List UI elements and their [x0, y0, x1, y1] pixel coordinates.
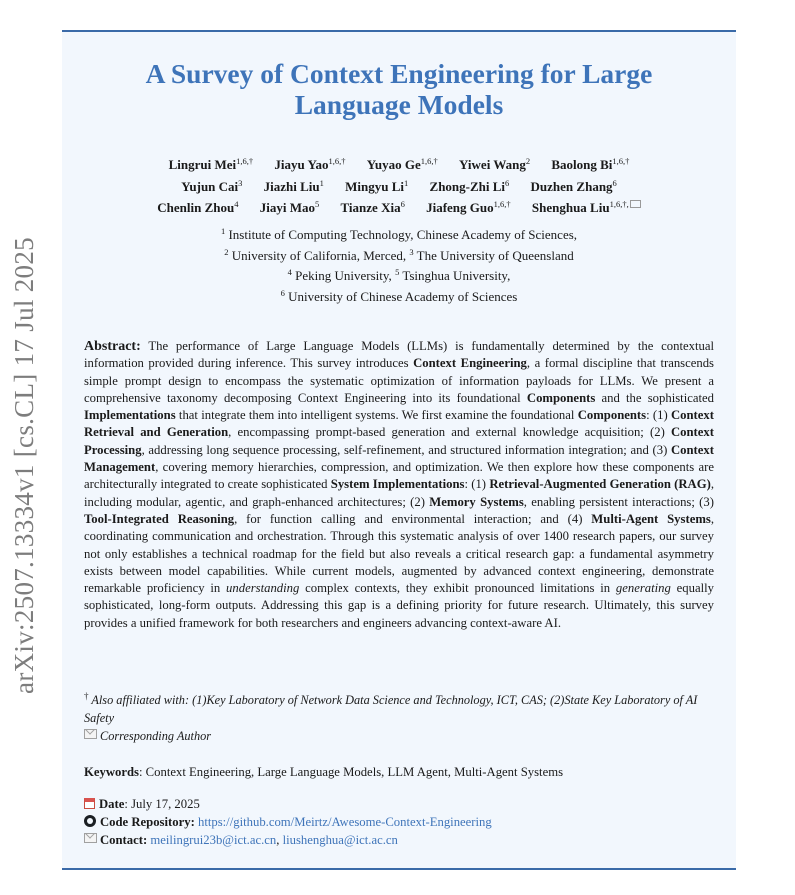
- email-link[interactable]: liushenghua@ict.ac.cn: [282, 833, 398, 847]
- affiliation-line: $^4$ Peking University, $^5$ Tsinghua University,: [287, 267, 511, 283]
- repo-row: Code Repository: https://github.com/Meirtz/Awesome-Context-Engineering: [84, 813, 714, 831]
- author: Jiayu Yao$^{1,6,\dagger}$: [274, 156, 346, 172]
- author: Tianze Xia$^6$: [340, 199, 405, 215]
- keywords-label: Keywords: [84, 765, 139, 779]
- calendar-icon: [84, 798, 95, 809]
- author: Zhong-Zhi Li$^6$: [429, 177, 510, 194]
- author: Baolong $Bi^{1,6,\dagger}$: [551, 156, 630, 172]
- abstract: Abstract: The performance of Large Language Models (LLMs) is fundamentally determined by the contextual information provided during inference. This survey introduces Context Engineering, a formal discipline that transcends simple prompt design to encompass the systematic optimization of information payloads for LLMs. We present a comprehensive taxonomy decomposing Context Engineering into its foundational Components and the sophisticated Implementations that integrate them into intelligent systems. We first examine the foundational Components: (1) Context Retrieval and Generation, encompassing prompt-based generation and external knowledge acquisition; (2) Context Processing, addressing long sequence processing, self-refinement, and structured information integration; and (3) Context Management, covering memory hierarchies, compression, and optimization. We then explore how these components are architecturally integrated to create sophisticated System Implementations: (1) Retrieval-Augmented Generation (RAG), including modular, agentic, and graph-enhanced architectures; (2) Memory Systems, enabling persistent interactions; (3) Tool-Integrated Reasoning, for function calling and environmental interaction; and (4) Multi-Agent Systems, coordinating communication and orchestration. Through this systematic analysis of over 1400 research papers, our survey not only establishes a technical roadmap for the field but also reveals a critical research gap: a fundamental asymmetry exists between model capabilities. While current models, augmented by advanced context engineering, demonstrate remarkable proficiency in understanding complex contexts, they exhibit pronounced limitations in generating equally sophisticated, long-form outputs. Addressing this gap is a defining priority for future research. Ultimately, this survey provides a unified framework for both researchers and engineers advancing context-aware AI.: [84, 339, 714, 630]
- author: Shenghua Liu$^{1,6,\dagger,}$: [532, 200, 641, 215]
- envelope-icon: [84, 833, 97, 843]
- footnotes: [84, 691, 714, 745]
- affiliation-footnote: † Also affiliated with: (1)Key Laboratory of Network Data Science and Technology, ICT, CAS; (2)State Key Laboratory of AI Safety: [84, 691, 698, 725]
- paper-title: A Survey of Context Engineering for Large Language Models: [145, 58, 653, 120]
- author-list: [92, 154, 706, 219]
- author: Jiayi Mao$^5$: [259, 199, 320, 215]
- author: Jiafeng Guo$^{1,6,\dagger}$: [426, 199, 511, 215]
- author: Duzhen Zhang$^6$: [530, 177, 617, 194]
- affiliation-list: [92, 225, 706, 307]
- author: Jiazhi Liu$^1$: [263, 177, 324, 194]
- corresponding-footnote: Corresponding Author: [84, 727, 714, 745]
- author: Lingrui Mei$^{1,6,\dagger}$: [168, 156, 254, 172]
- author: Chenlin Zhou$^4$: [157, 199, 239, 215]
- affiliation-line: $^1$ Institute of Computing Technology, Chinese Academy of Sciences,: [220, 226, 578, 242]
- author: Mingyu Li$^1$: [345, 177, 409, 194]
- title-page-panel: [62, 30, 736, 870]
- repo-link[interactable]: https://github.com/Meirtz/Awesome-Context-Engineering: [197, 815, 492, 829]
- envelope-icon: [84, 729, 97, 739]
- keywords: Keywords: Context Engineering, Large Language Models, LLM Agent, Multi-Agent Systems: [84, 765, 564, 779]
- paper-meta: [84, 795, 714, 849]
- github-icon: [84, 815, 96, 827]
- affiliation-line: $^6$ University of Chinese Academy of Sciences: [280, 287, 518, 304]
- date-row: Date: July 17, 2025: [84, 795, 714, 813]
- email-link[interactable]: meilingrui23b@ict.ac.cn: [150, 833, 277, 847]
- author: Yuyao $Ge^{1,6,\dagger}$: [366, 156, 438, 172]
- author: Yiwei Wang$^2$: [459, 156, 531, 172]
- affiliation-line: $^2$ University of California, Merced, $^3$ The University of Queensland: [224, 246, 574, 263]
- abstract-label: Abstract:: [84, 339, 141, 354]
- author: Yujun Cai$^3$: [181, 177, 243, 194]
- arxiv-identifier-text: arXiv:2507.13334v1 [cs.CL] 17 Jul 2025: [8, 236, 39, 694]
- arxiv-identifier: [2, 236, 46, 694]
- envelope-icon: [630, 200, 641, 208]
- contact-row: Contact: meilingrui23b@ict.ac.cn, liushenghua@ict.ac.cn: [84, 831, 714, 849]
